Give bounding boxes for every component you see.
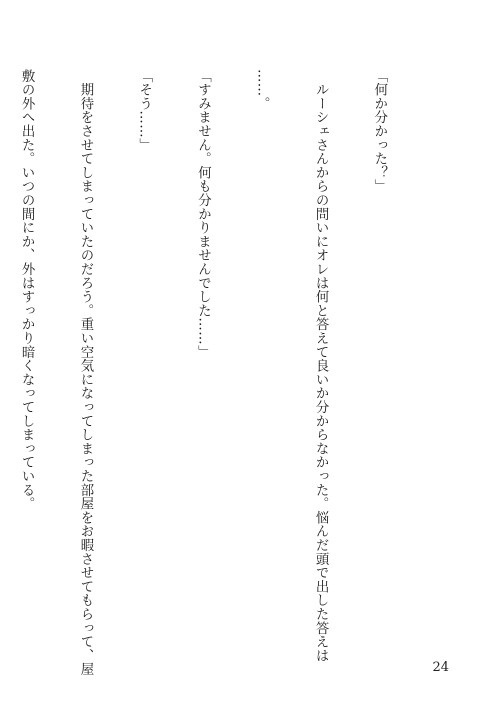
text-line: 「そう……」 [136,69,152,152]
text-line: 「何か分かった？」 [371,69,387,194]
text-line: 敷の外へ出た。いつの間にか、外はすっかり暗くなってしまっている。 [19,69,35,511]
text-line: 期待をさせてしまっていたのだろう。重い空気になってしまった部屋をお暇させてもらって、屋 [77,69,93,677]
page-number: 24 [432,660,449,675]
text-line: 「すみません。何も分かりませんでした……」 [195,69,211,359]
body-text [19,69,428,677]
text-line: ……。 [254,69,270,111]
text-line: ルーシェさんからの問いにオレは何と答えて良いか分からなかった。悩んだ頭で出した答えは [313,69,329,663]
